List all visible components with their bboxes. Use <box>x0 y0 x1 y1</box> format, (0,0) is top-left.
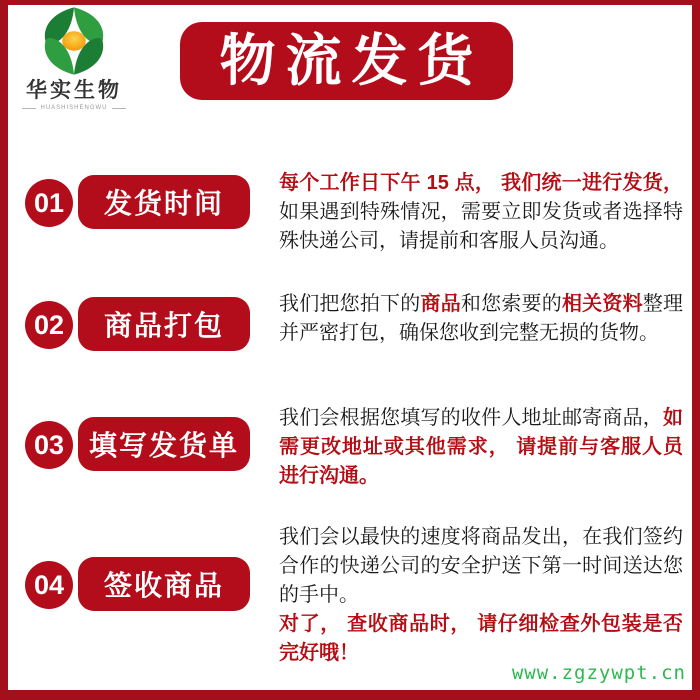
step-number-badge: 03 <box>25 421 73 469</box>
step-number-badge: 01 <box>25 179 73 227</box>
brand-name: 华实生物 <box>26 79 122 102</box>
step-label-pill: 商品打包 <box>78 297 250 351</box>
text-segment: 对了， 查收商品时， 请仔细检查外包装是否完好哦！ <box>279 613 683 664</box>
step-number-badge: 02 <box>25 301 73 349</box>
step-description <box>279 169 683 256</box>
text-segment: 我们会以最快的速度将商品发出，在我们签约合作的快递公司的安全护送下第一时间送达您的手中。 <box>279 526 683 606</box>
text-segment: 每个工作日下午 15 点， 我们统一进行发货， <box>279 172 683 194</box>
step-description <box>279 290 683 348</box>
section-title-banner <box>180 22 513 100</box>
text-segment: 相关资料 <box>561 293 643 315</box>
brand-subtitle: HUASHISHENGWU <box>14 105 134 111</box>
step-label-pill: 填写发货单 <box>78 417 250 471</box>
page-title: 物流发货 <box>219 29 484 92</box>
site-watermark: www.zgzywpt.cn <box>511 662 686 684</box>
text-segment: 商品 <box>420 293 461 315</box>
text-segment: 我们把您拍下的 <box>279 293 421 315</box>
text-segment: 整理并严密打包，确保您收到完整无损的货物。 <box>279 293 684 344</box>
text-segment: 如需更改地址或其他需求， 请提前与客服人员进行沟通。 <box>279 407 683 487</box>
step-label-pill: 签收商品 <box>78 557 250 611</box>
step-number-badge: 04 <box>25 561 73 609</box>
leaf-sun-logo-icon <box>32 6 116 76</box>
text-segment: 和您索要的 <box>460 293 562 315</box>
text-segment: 我们会根据您填写的收件人地址邮寄商品， <box>279 407 663 429</box>
text-segment: 如果遇到特殊情况，需要立即发货或者选择特殊快递公司，请提前和客服人员沟通。 <box>279 201 683 252</box>
step-description <box>279 404 683 491</box>
step-label-pill: 发货时间 <box>78 175 250 229</box>
step-description <box>279 523 683 668</box>
brand-logo <box>14 6 134 111</box>
